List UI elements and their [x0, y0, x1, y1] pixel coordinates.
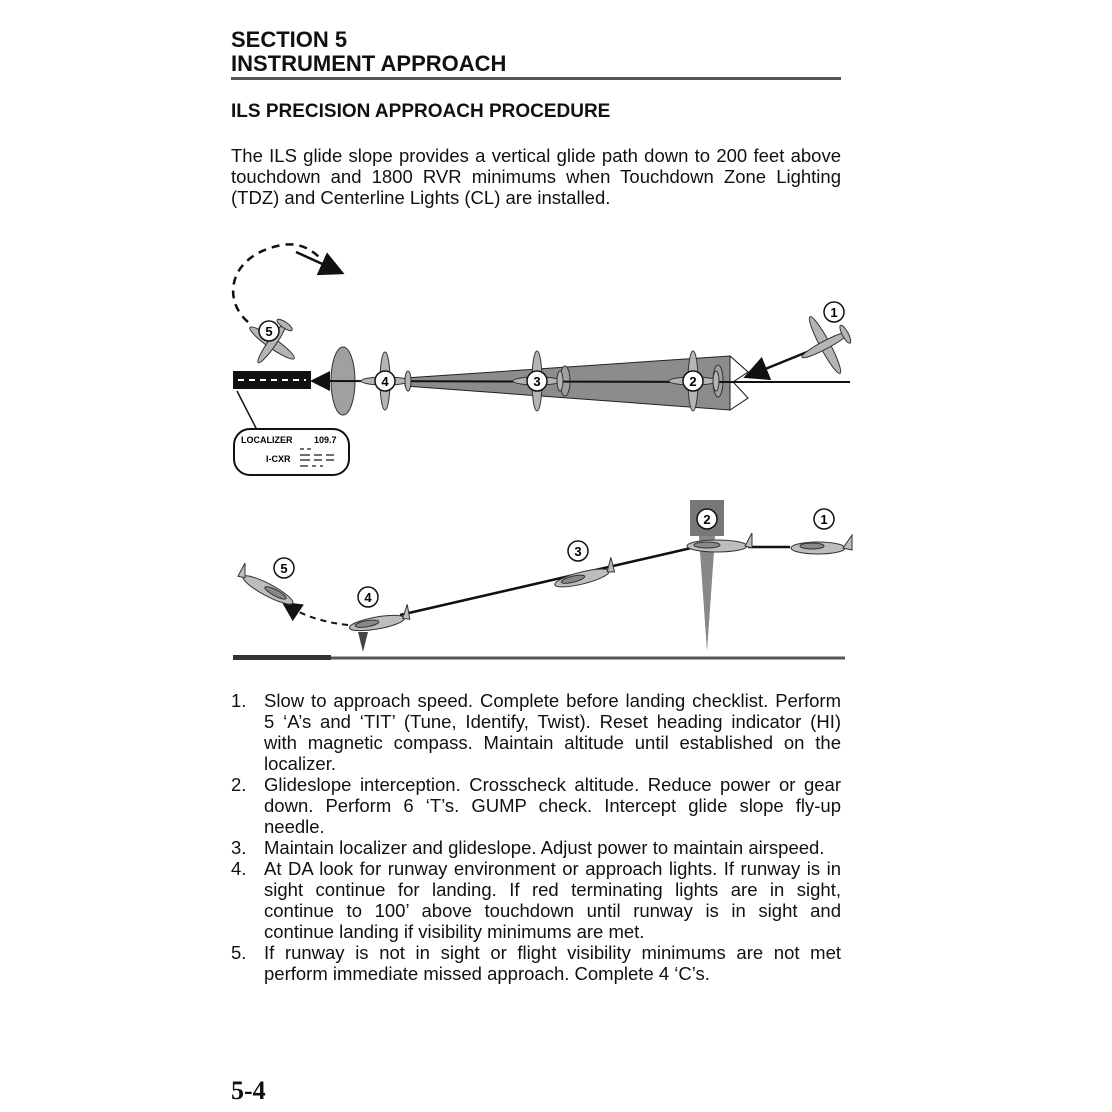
svg-text:3: 3	[533, 374, 541, 389]
svg-text:3: 3	[574, 544, 582, 559]
page-number: 5-4	[231, 1076, 266, 1105]
profile-marker-2	[697, 509, 717, 529]
intro-paragraph: The ILS glide slope provides a vertical glide path down to 200 feet above touchdown and 1800 RVR minimums when Touchdown Zone Lighting (TDZ) and Centerline Lights (CL) are installed.	[231, 145, 841, 208]
glide-path	[400, 546, 700, 615]
runway-profile	[233, 655, 331, 660]
plan-marker-4	[375, 371, 395, 391]
section-title: INSTRUMENT APPROACH	[231, 51, 507, 76]
list-item: 1. Slow to approach speed. Complete before landing checklist. Perform 5 ‘A’s and ‘TIT’ (Tune, Identify, Twist). Reset heading indicator (HI) with magnetic compass. Maintain altitude until established on the localizer.	[231, 690, 841, 774]
profile-marker-5	[274, 558, 294, 578]
section-number: SECTION 5	[231, 27, 348, 52]
plan-marker-2	[683, 371, 703, 391]
profile-marker-3	[568, 541, 588, 561]
plan-marker-5	[259, 321, 279, 341]
localizer-label: LOCALIZER	[241, 435, 293, 445]
svg-text:1: 1	[830, 305, 838, 320]
profile-marker-4	[358, 587, 378, 607]
inner-marker-beam	[358, 632, 368, 652]
svg-text:4: 4	[381, 374, 389, 389]
aircraft-profile-3	[552, 557, 616, 590]
svg-text:1: 1	[820, 512, 828, 527]
list-item: 2. Glideslope interception. Crosscheck altitude. Reduce power or gear down. Perform 6 ‘T’s. GUMP check. Intercept glide slope fly-up needle.	[231, 774, 841, 837]
svg-text:4: 4	[364, 590, 372, 605]
localizer-ident: I-CXR	[266, 454, 291, 464]
procedure-steps	[231, 690, 841, 984]
list-item: 3. Maintain localizer and glideslope. Adjust power to maintain airspeed.	[231, 837, 825, 858]
missed-approach-path-profile	[285, 604, 348, 625]
svg-text:2: 2	[689, 374, 697, 389]
plan-view	[233, 244, 863, 475]
profile-view	[233, 500, 852, 660]
plan-marker-3	[527, 371, 547, 391]
procedure-title: ILS PRECISION APPROACH PROCEDURE	[231, 101, 611, 122]
aircraft-plan-5	[236, 307, 308, 378]
localizer-frequency-panel	[234, 429, 349, 475]
plan-marker-1	[824, 302, 844, 322]
svg-text:2: 2	[703, 512, 711, 527]
localizer-frequency: 109.7	[314, 435, 337, 445]
list-item: 4. At DA look for runway environment or approach lights. If runway is in sight continue for landing. If red terminating lights are in sight, continue to 100’ above touchdown until runway is in sight and continue landing if visibility minimums are met.	[231, 858, 841, 942]
aircraft-profile-1	[791, 535, 852, 554]
svg-text:5: 5	[280, 561, 288, 576]
list-item: 5. If runway is not in sight or flight visibility minimums are not met perform immediate missed approach. Complete 4 ‘C’s.	[231, 942, 841, 984]
aircraft-profile-4	[347, 604, 410, 633]
svg-text:5: 5	[265, 324, 273, 339]
profile-marker-1	[814, 509, 834, 529]
